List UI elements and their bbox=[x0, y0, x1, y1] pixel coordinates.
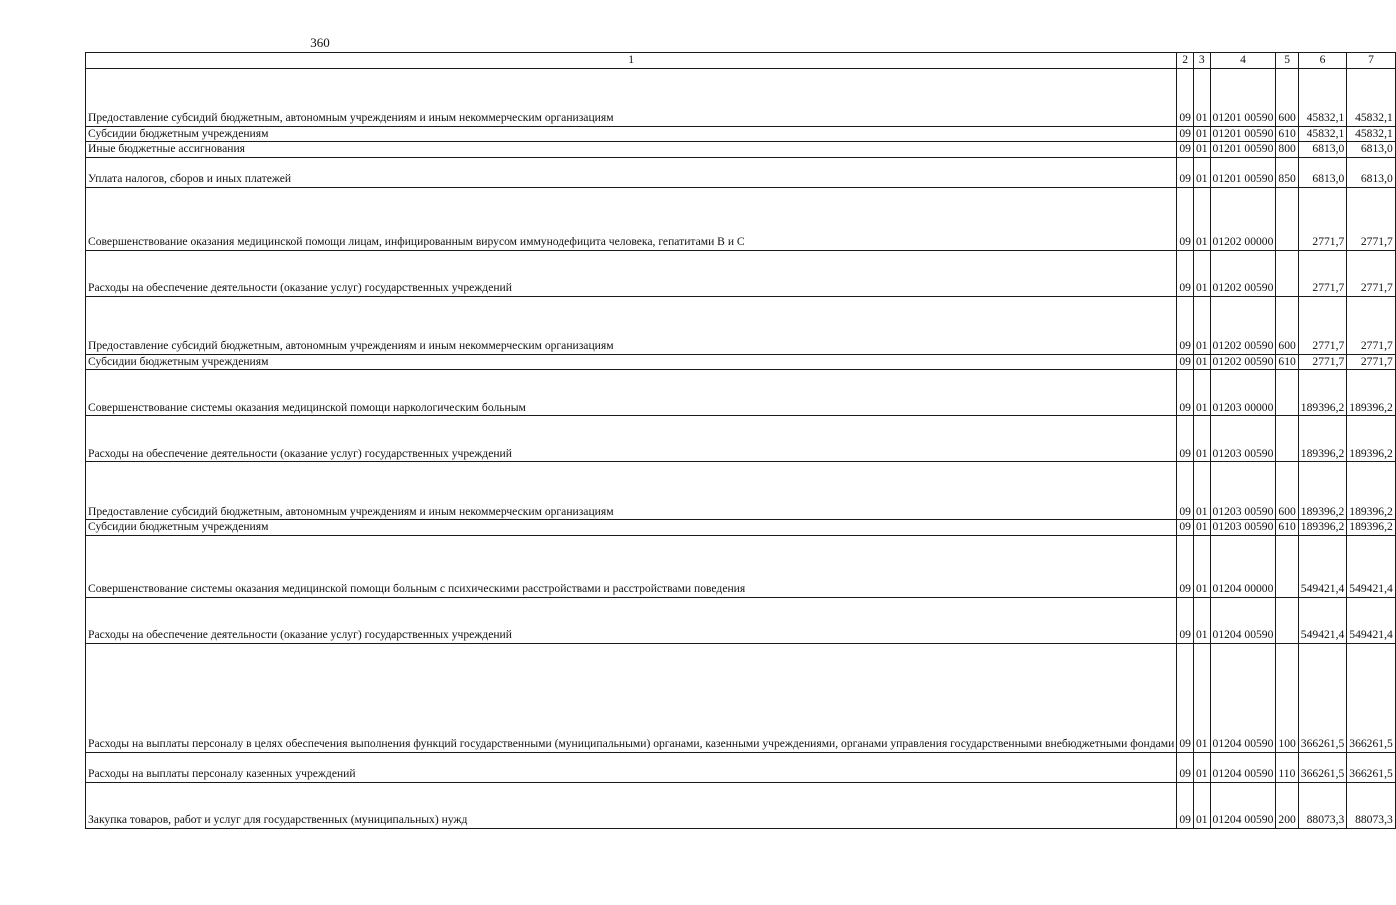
row-expense-type: 850 bbox=[1276, 157, 1298, 187]
row-amount-1: 6813,0 bbox=[1298, 157, 1346, 187]
row-amount-1: 88073,3 bbox=[1298, 782, 1346, 828]
table-row bbox=[86, 126, 1396, 142]
row-subsection: 01 bbox=[1193, 416, 1210, 462]
row-amount-1: 2771,7 bbox=[1298, 354, 1346, 370]
row-section: 09 bbox=[1177, 370, 1194, 416]
row-target-article: 01203 00000 bbox=[1210, 370, 1276, 416]
row-subsection: 01 bbox=[1193, 354, 1210, 370]
row-target-article: 01204 00590 bbox=[1210, 643, 1276, 752]
row-expense-type bbox=[1276, 535, 1298, 597]
table-row bbox=[86, 520, 1396, 536]
row-subsection: 01 bbox=[1193, 187, 1210, 250]
row-amount-1: 45832,1 bbox=[1298, 68, 1346, 126]
row-target-article: 01204 00000 bbox=[1210, 535, 1276, 597]
row-amount-1: 2771,7 bbox=[1298, 250, 1346, 296]
row-amount-1: 366261,5 bbox=[1298, 643, 1346, 752]
row-amount-2: 2771,7 bbox=[1347, 354, 1395, 370]
row-amount-2: 189396,2 bbox=[1347, 370, 1395, 416]
table-row bbox=[86, 250, 1396, 296]
column-header: 6 bbox=[1298, 53, 1346, 69]
row-amount-2: 6813,0 bbox=[1347, 142, 1395, 158]
table-row bbox=[86, 187, 1396, 250]
table-row bbox=[86, 597, 1396, 643]
row-name: Совершенствование системы оказания медицинской помощи наркологическим больным bbox=[86, 370, 1177, 416]
row-subsection: 01 bbox=[1193, 520, 1210, 536]
row-expense-type: 110 bbox=[1276, 752, 1298, 782]
row-target-article: 01202 00590 bbox=[1210, 354, 1276, 370]
row-amount-2: 189396,2 bbox=[1347, 520, 1395, 536]
row-name: Субсидии бюджетным учреждениям bbox=[86, 520, 1177, 536]
row-name: Уплата налогов, сборов и иных платежей bbox=[86, 157, 1177, 187]
row-target-article: 01201 00590 bbox=[1210, 142, 1276, 158]
row-section: 09 bbox=[1177, 142, 1194, 158]
budget-table bbox=[85, 52, 1396, 829]
row-amount-1: 6813,0 bbox=[1298, 142, 1346, 158]
row-amount-2: 88073,3 bbox=[1347, 782, 1395, 828]
row-expense-type: 600 bbox=[1276, 68, 1298, 126]
row-amount-1: 2771,7 bbox=[1298, 187, 1346, 250]
table-row bbox=[86, 68, 1396, 126]
row-subsection: 01 bbox=[1193, 68, 1210, 126]
column-header: 1 bbox=[86, 53, 1177, 69]
row-target-article: 01202 00590 bbox=[1210, 250, 1276, 296]
row-section: 09 bbox=[1177, 782, 1194, 828]
table-row bbox=[86, 643, 1396, 752]
row-name: Расходы на обеспечение деятельности (оказание услуг) государственных учреждений bbox=[86, 416, 1177, 462]
row-target-article: 01201 00590 bbox=[1210, 126, 1276, 142]
header-row bbox=[86, 53, 1396, 69]
row-section: 09 bbox=[1177, 126, 1194, 142]
table-row bbox=[86, 535, 1396, 597]
column-header: 5 bbox=[1276, 53, 1298, 69]
row-amount-1: 366261,5 bbox=[1298, 752, 1346, 782]
table-row bbox=[86, 752, 1396, 782]
row-amount-2: 366261,5 bbox=[1347, 643, 1395, 752]
row-name: Иные бюджетные ассигнования bbox=[86, 142, 1177, 158]
row-amount-1: 189396,2 bbox=[1298, 416, 1346, 462]
row-amount-1: 189396,2 bbox=[1298, 462, 1346, 520]
row-amount-1: 549421,4 bbox=[1298, 597, 1346, 643]
table-row bbox=[86, 157, 1396, 187]
row-expense-type: 800 bbox=[1276, 142, 1298, 158]
table-row bbox=[86, 354, 1396, 370]
row-section: 09 bbox=[1177, 416, 1194, 462]
row-expense-type: 600 bbox=[1276, 462, 1298, 520]
row-section: 09 bbox=[1177, 643, 1194, 752]
row-name: Предоставление субсидий бюджетным, автономным учреждениям и иным некоммерческим организациям bbox=[86, 296, 1177, 354]
row-section: 09 bbox=[1177, 68, 1194, 126]
row-section: 09 bbox=[1177, 187, 1194, 250]
row-amount-2: 189396,2 bbox=[1347, 416, 1395, 462]
row-target-article: 01203 00590 bbox=[1210, 416, 1276, 462]
row-target-article: 01201 00590 bbox=[1210, 68, 1276, 126]
row-amount-2: 549421,4 bbox=[1347, 535, 1395, 597]
row-amount-1: 2771,7 bbox=[1298, 296, 1346, 354]
row-subsection: 01 bbox=[1193, 126, 1210, 142]
row-subsection: 01 bbox=[1193, 250, 1210, 296]
column-header: 4 bbox=[1210, 53, 1276, 69]
row-name: Предоставление субсидий бюджетным, автономным учреждениям и иным некоммерческим организациям bbox=[86, 462, 1177, 520]
row-name: Субсидии бюджетным учреждениям bbox=[86, 354, 1177, 370]
row-amount-1: 189396,2 bbox=[1298, 370, 1346, 416]
column-header: 2 bbox=[1177, 53, 1194, 69]
row-subsection: 01 bbox=[1193, 643, 1210, 752]
row-subsection: 01 bbox=[1193, 752, 1210, 782]
table-row bbox=[86, 416, 1396, 462]
row-expense-type: 610 bbox=[1276, 354, 1298, 370]
row-expense-type: 100 bbox=[1276, 643, 1298, 752]
row-subsection: 01 bbox=[1193, 370, 1210, 416]
row-expense-type bbox=[1276, 597, 1298, 643]
row-amount-2: 45832,1 bbox=[1347, 126, 1395, 142]
row-expense-type bbox=[1276, 187, 1298, 250]
row-name: Расходы на обеспечение деятельности (оказание услуг) государственных учреждений bbox=[86, 250, 1177, 296]
row-target-article: 01204 00590 bbox=[1210, 752, 1276, 782]
row-target-article: 01202 00000 bbox=[1210, 187, 1276, 250]
row-expense-type: 610 bbox=[1276, 520, 1298, 536]
row-amount-2: 45832,1 bbox=[1347, 68, 1395, 126]
row-name: Субсидии бюджетным учреждениям bbox=[86, 126, 1177, 142]
column-header: 7 bbox=[1347, 53, 1395, 69]
row-subsection: 01 bbox=[1193, 157, 1210, 187]
row-name: Расходы на выплаты персоналу казенных учреждений bbox=[86, 752, 1177, 782]
row-target-article: 01202 00590 bbox=[1210, 296, 1276, 354]
table-row bbox=[86, 370, 1396, 416]
table-row bbox=[86, 462, 1396, 520]
row-amount-2: 549421,4 bbox=[1347, 597, 1395, 643]
row-amount-2: 189396,2 bbox=[1347, 462, 1395, 520]
column-header: 3 bbox=[1193, 53, 1210, 69]
row-name: Расходы на обеспечение деятельности (оказание услуг) государственных учреждений bbox=[86, 597, 1177, 643]
row-section: 09 bbox=[1177, 520, 1194, 536]
row-section: 09 bbox=[1177, 462, 1194, 520]
row-subsection: 01 bbox=[1193, 782, 1210, 828]
row-subsection: 01 bbox=[1193, 142, 1210, 158]
row-target-article: 01204 00590 bbox=[1210, 597, 1276, 643]
row-amount-2: 2771,7 bbox=[1347, 250, 1395, 296]
row-section: 09 bbox=[1177, 597, 1194, 643]
row-target-article: 01203 00590 bbox=[1210, 520, 1276, 536]
row-section: 09 bbox=[1177, 296, 1194, 354]
row-expense-type bbox=[1276, 370, 1298, 416]
row-amount-1: 45832,1 bbox=[1298, 126, 1346, 142]
row-expense-type: 600 bbox=[1276, 296, 1298, 354]
row-subsection: 01 bbox=[1193, 535, 1210, 597]
row-expense-type: 610 bbox=[1276, 126, 1298, 142]
row-section: 09 bbox=[1177, 157, 1194, 187]
row-name: Предоставление субсидий бюджетным, автономным учреждениям и иным некоммерческим организациям bbox=[86, 68, 1177, 126]
table-row bbox=[86, 296, 1396, 354]
page-number: 360 bbox=[310, 35, 330, 50]
row-expense-type: 200 bbox=[1276, 782, 1298, 828]
row-amount-2: 6813,0 bbox=[1347, 157, 1395, 187]
row-section: 09 bbox=[1177, 752, 1194, 782]
row-amount-2: 2771,7 bbox=[1347, 296, 1395, 354]
row-name: Совершенствование системы оказания медицинской помощи больным с психическими расстройствами и расстройствами поведения bbox=[86, 535, 1177, 597]
row-subsection: 01 bbox=[1193, 597, 1210, 643]
row-expense-type bbox=[1276, 416, 1298, 462]
row-target-article: 01203 00590 bbox=[1210, 462, 1276, 520]
row-name: Совершенствование оказания медицинской помощи лицам, инфицированным вирусом иммунодефицита человека, гепатитами В и С bbox=[86, 187, 1177, 250]
row-name: Расходы на выплаты персоналу в целях обеспечения выполнения функций государственными (муниципальными) органами, казенными учреждениями, органами управления государственными внебюджетными фондами bbox=[86, 643, 1177, 752]
row-section: 09 bbox=[1177, 354, 1194, 370]
row-target-article: 01201 00590 bbox=[1210, 157, 1276, 187]
row-amount-2: 366261,5 bbox=[1347, 752, 1395, 782]
row-amount-1: 549421,4 bbox=[1298, 535, 1346, 597]
row-subsection: 01 bbox=[1193, 462, 1210, 520]
row-target-article: 01204 00590 bbox=[1210, 782, 1276, 828]
table-row bbox=[86, 782, 1396, 828]
row-name: Закупка товаров, работ и услуг для государственных (муниципальных) нужд bbox=[86, 782, 1177, 828]
row-section: 09 bbox=[1177, 535, 1194, 597]
row-subsection: 01 bbox=[1193, 296, 1210, 354]
row-expense-type bbox=[1276, 250, 1298, 296]
row-amount-1: 189396,2 bbox=[1298, 520, 1346, 536]
row-amount-2: 2771,7 bbox=[1347, 187, 1395, 250]
row-section: 09 bbox=[1177, 250, 1194, 296]
table-row bbox=[86, 142, 1396, 158]
